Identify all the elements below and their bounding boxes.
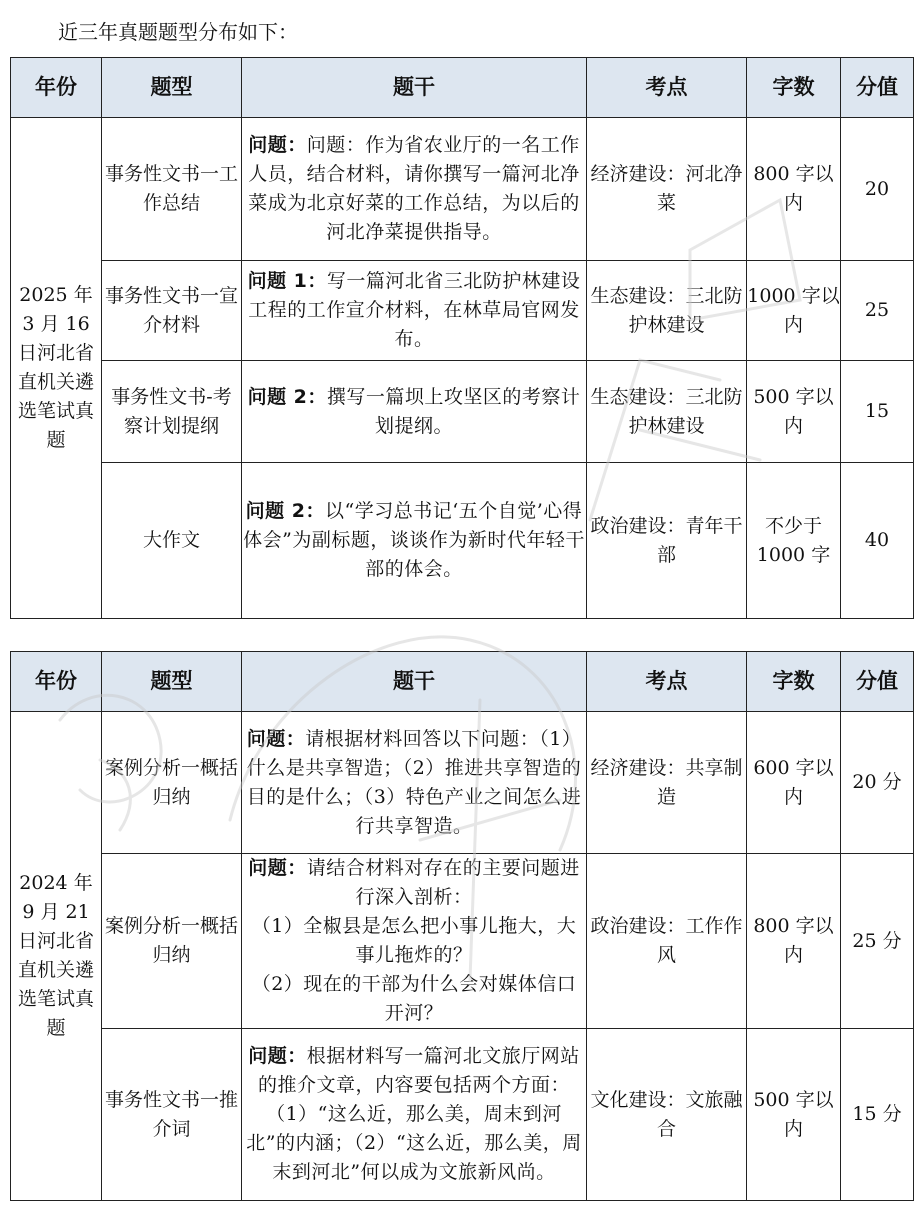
type-cell: 事务性文书一工作总结: [102, 118, 242, 261]
stem-text: 撰写一篇坝上攻坚区的考察计划提纲。: [326, 385, 581, 437]
count-cell: 600 字以内: [747, 712, 841, 854]
point-cell: 文化建设：文旅融合: [587, 1029, 747, 1201]
count-cell: 800 字以内: [747, 118, 841, 261]
year-cell: 2024 年 9 月 21 日河北省直机关遴选笔试真题: [11, 712, 102, 1201]
stem-cell: [242, 361, 587, 463]
intro-text: 近三年真题题型分布如下：: [58, 20, 298, 44]
question-label: 问题：: [248, 857, 307, 879]
point-cell: 经济建设：共享制造: [587, 712, 747, 854]
count-cell: 800 字以内: [747, 854, 841, 1029]
question-label: 问题 1：: [247, 270, 327, 292]
type-cell: 大作文: [102, 463, 242, 619]
count-cell: 不少于 1000 字: [747, 463, 841, 619]
question-label: 问题：: [248, 134, 307, 156]
header-type: 题型: [102, 652, 242, 712]
point-cell: 生态建设：三北防护林建设: [587, 361, 747, 463]
stem-text: 写一篇河北省三北防护林建设工程的工作宣介材料，在林草局官网发布。: [248, 270, 581, 350]
stem-subitem: （2）现在的干部为什么会对媒体信口开河？: [251, 973, 577, 1024]
table-header-row: [11, 58, 914, 118]
stem-text: 请结合材料对存在的主要问题进行深入剖析：: [306, 857, 580, 908]
score-cell: 20: [841, 118, 914, 261]
score-cell: 15: [841, 361, 914, 463]
type-cell: 事务性文书一推介词: [102, 1029, 242, 1201]
exam-table-2024: [10, 651, 914, 1201]
stem-subitem: （1）全椒县是怎么把小事儿拖大，大事儿拖炸的？: [251, 915, 577, 966]
stem-text: 问题：作为省农业厅的一名工作人员，结合材料，请你撰写一篇河北净菜成为北京好菜的工作总结，为以后的河北净菜提供指导。: [248, 134, 580, 243]
type-cell: 事务性文书-考察计划提纲: [102, 361, 242, 463]
stem-cell: [242, 712, 587, 854]
score-cell: 25 分: [841, 854, 914, 1029]
point-cell: 政治建设：工作作风: [587, 854, 747, 1029]
count-cell: 1000 字以内: [747, 261, 841, 361]
header-type: 题型: [102, 58, 242, 118]
stem-cell: [242, 854, 587, 1029]
table-row: [11, 712, 914, 854]
table-header-row: [11, 652, 914, 712]
stem-text: 请根据材料回答以下问题：（1）什么是共享智造；（2）推进共享智造的目的是什么；（3）特色产业之间怎么进行共享智造。: [246, 727, 582, 837]
type-cell: 事务性文书一宣介材料: [102, 261, 242, 361]
stem-text: 以“学习总书记‘五个自觉’心得体会”为副标题，谈谈作为新时代年轻干部的体会。: [243, 500, 585, 580]
table-row: [11, 361, 914, 463]
header-point: 考点: [587, 58, 747, 118]
stem-cell: [242, 261, 587, 361]
table-row: [11, 1029, 914, 1201]
question-label: 问题 2：: [247, 385, 327, 408]
table-row: [11, 261, 914, 361]
count-cell: 500 字以内: [747, 1029, 841, 1201]
year-cell: 2025 年 3 月 16 日河北省直机关遴选笔试真题: [11, 118, 102, 619]
table-row: [11, 463, 914, 619]
score-cell: 40: [841, 463, 914, 619]
point-cell: 生态建设：三北防护林建设: [587, 261, 747, 361]
point-cell: 经济建设：河北净菜: [587, 118, 747, 261]
question-label: 问题：: [246, 727, 306, 750]
point-cell: 政治建设：青年干部: [587, 463, 747, 619]
score-cell: 15 分: [841, 1029, 914, 1201]
header-point: 考点: [587, 652, 747, 712]
header-year: 年份: [11, 58, 102, 118]
header-stem: 题干: [242, 58, 587, 118]
header-count: 字数: [747, 58, 841, 118]
stem-text: 根据材料写一篇河北文旅厅网站的推介文章，内容要包括两个方面：（1）“这么近，那么美，周末到河北”的内涵；（2）“这么近，那么美，周末到河北”何以成为文旅新风尚。: [246, 1045, 582, 1183]
header-score: 分值: [841, 652, 914, 712]
score-cell: 25: [841, 261, 914, 361]
stem-cell: [242, 118, 587, 261]
stem-cell: [242, 1029, 587, 1201]
question-label: 问题 2：: [245, 500, 326, 522]
header-score: 分值: [841, 58, 914, 118]
score-cell: 20 分: [841, 712, 914, 854]
type-cell: 案例分析一概括归纳: [102, 712, 242, 854]
table-row: [11, 854, 914, 1029]
table-row: [11, 118, 914, 261]
exam-table-2025: [10, 57, 914, 619]
question-label: 问题：: [248, 1045, 307, 1067]
header-year: 年份: [11, 652, 102, 712]
header-stem: 题干: [242, 652, 587, 712]
stem-cell: [242, 463, 587, 619]
count-cell: 500 字以内: [747, 361, 841, 463]
type-cell: 案例分析一概括归纳: [102, 854, 242, 1029]
header-count: 字数: [747, 652, 841, 712]
